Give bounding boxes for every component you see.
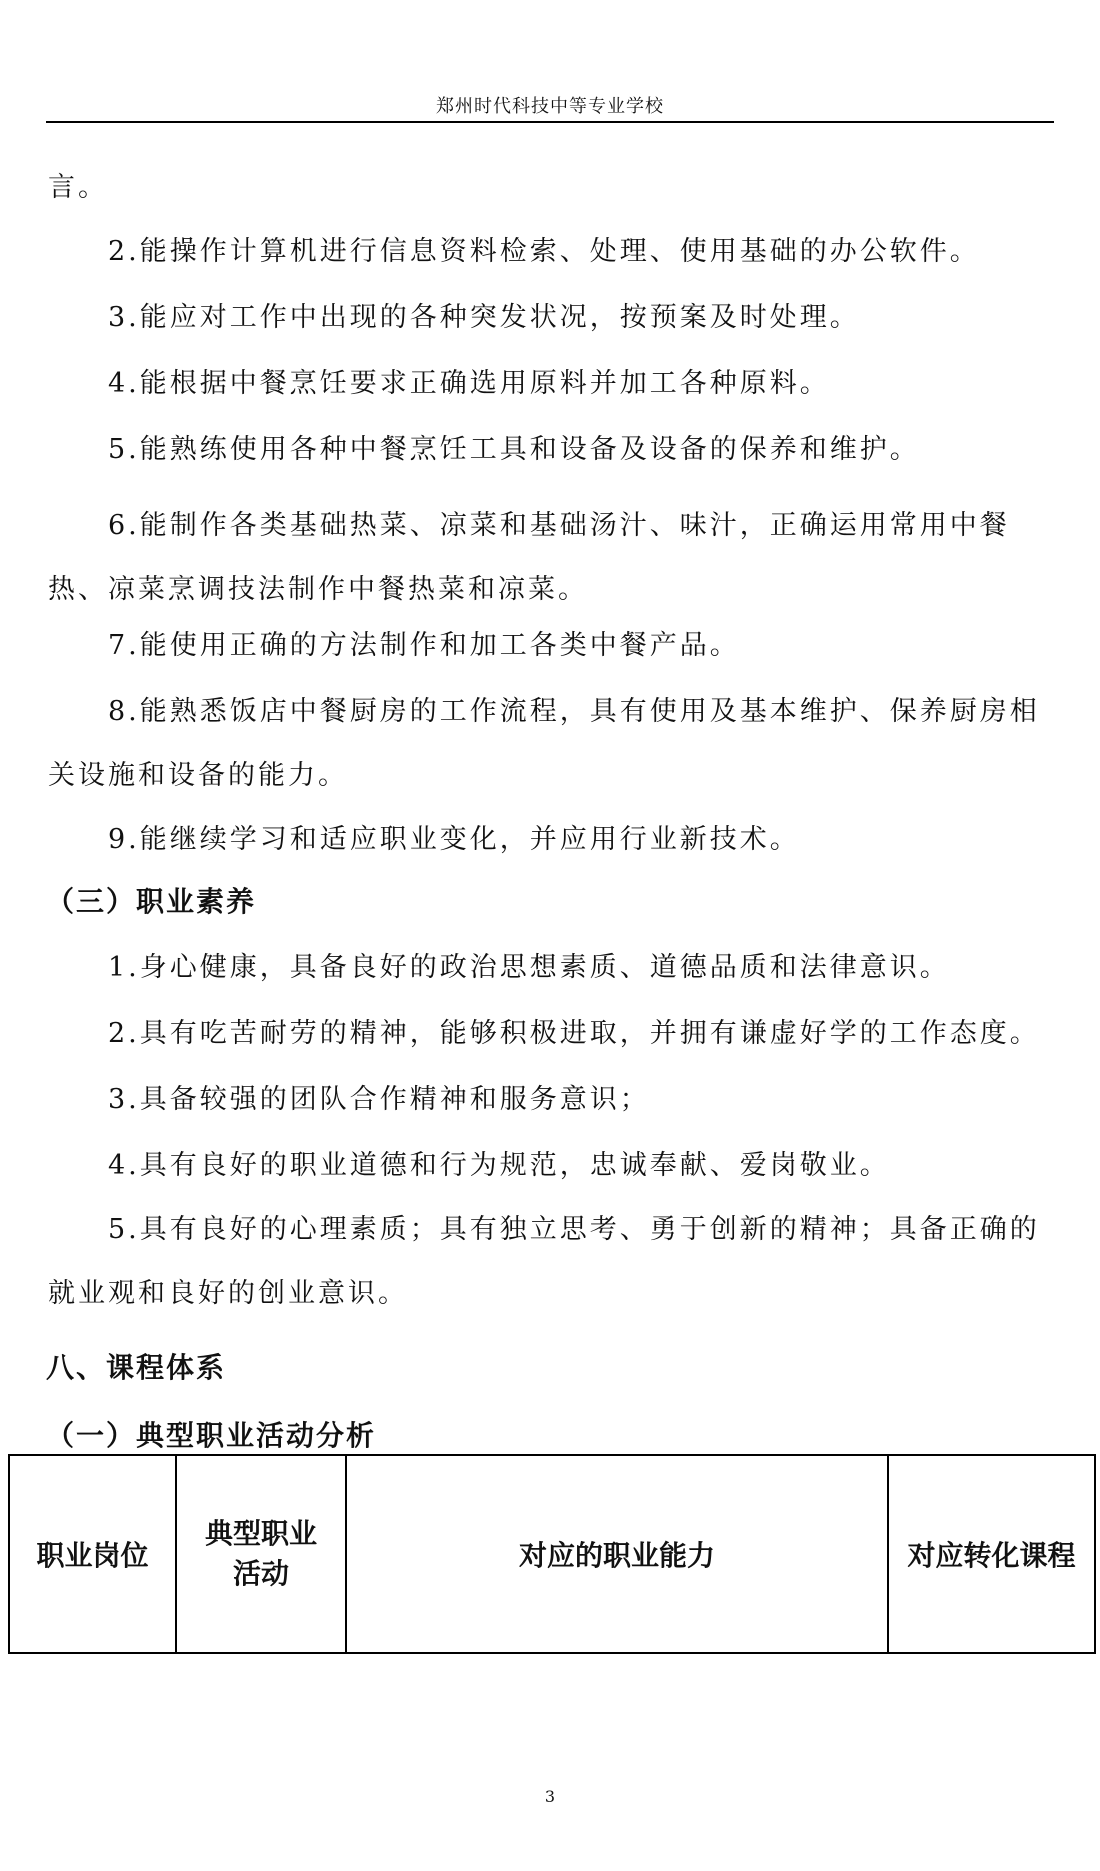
page-number: 3 [544,1787,556,1806]
table-header-row [9,1455,1095,1653]
section-heading-curriculum: 八、课程体系 [46,1351,227,1384]
table-header-position: 职业岗位 [9,1455,176,1653]
quality-item-3: 3.具备较强的团队合作精神和服务意识； [108,1084,650,1115]
quality-item-4: 4.具有良好的职业道德和行为规范，忠诚奉献、爱岗敬业。 [108,1150,890,1181]
header-divider [46,121,1054,123]
ability-item-7: 7.能使用正确的方法制作和加工各类中餐产品。 [108,630,740,661]
ability-item-9: 9.能继续学习和适应职业变化，并应用行业新技术。 [108,824,800,855]
ability-item-3: 3.能应对工作中出现的各种突发状况，按预案及时处理。 [108,302,860,333]
ability-item-8: 8.能熟悉饭店中餐厨房的工作流程，具有使用及基本维护、保养厨房相关设施和设备的能力。 [48,696,1040,791]
continuation-text: 言。 [48,172,108,203]
quality-item-1: 1.身心健康，具备良好的政治思想素质、道德品质和法律意识。 [108,952,950,983]
section-heading-professional-quality: （三）职业素养 [46,885,257,918]
table-header-course: 对应转化课程 [888,1455,1095,1653]
activity-analysis-table [8,1454,1096,1654]
quality-item-5: 5.具有良好的心理素质；具有独立思考、勇于创新的精神；具备正确的就业观和良好的创业意识。 [48,1214,1040,1309]
ability-item-6: 6.能制作各类基础热菜、凉菜和基础汤汁、味汁，正确运用常用中餐热、凉菜烹调技法制作中餐热菜和凉菜。 [48,510,1010,605]
quality-item-2: 2.具有吃苦耐劳的精神，能够积极进取，并拥有谦虚好学的工作态度。 [108,1018,1040,1049]
ability-item-5: 5.能熟练使用各种中餐烹饪工具和设备及设备的保养和维护。 [108,434,920,465]
document-header-title: 郑州时代科技中等专业学校 [436,96,664,117]
subsection-heading-activity-analysis: （一）典型职业活动分析 [46,1419,377,1452]
ability-item-4: 4.能根据中餐烹饪要求正确选用原料并加工各种原料。 [108,368,830,399]
table-header-ability: 对应的职业能力 [346,1455,888,1653]
table-header-activity: 典型职业 活动 [176,1455,346,1653]
ability-item-2: 2.能操作计算机进行信息资料检索、处理、使用基础的办公软件。 [108,236,980,267]
